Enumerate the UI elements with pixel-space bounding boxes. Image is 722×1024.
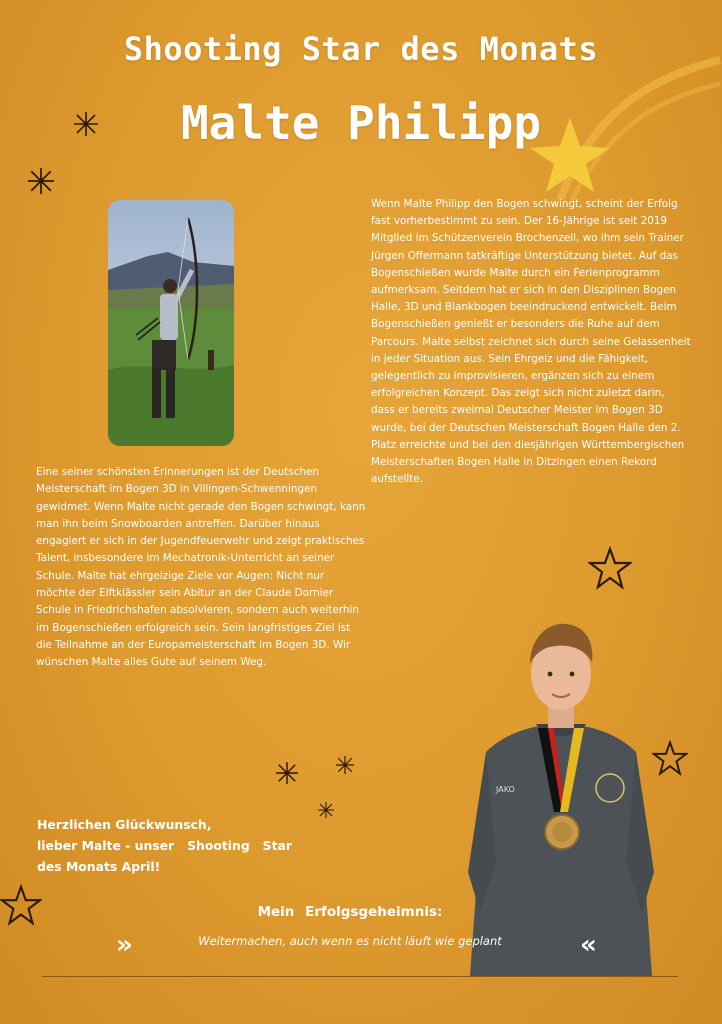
page-title: Shooting Star des Monats bbox=[123, 30, 599, 68]
congrats-line: Herzlichen Glückwunsch, bbox=[37, 817, 212, 832]
secret-quote: Weitermachen, auch wenn es nicht läuft wie geplant bbox=[198, 934, 502, 948]
congratulations bbox=[37, 814, 337, 877]
person-name: Malte Philipp bbox=[180, 96, 542, 150]
double-chevron-left-icon: « bbox=[580, 930, 597, 960]
secret-heading: Mein Erfolgsgeheimnis: bbox=[257, 904, 443, 920]
outline-star-icon bbox=[588, 546, 632, 590]
svg-text:JAKO: JAKO bbox=[496, 785, 515, 794]
sparkle-icon bbox=[276, 762, 298, 784]
outline-star-icon bbox=[0, 880, 42, 930]
sparkle-icon bbox=[336, 756, 354, 774]
article-text-right bbox=[371, 196, 691, 488]
congrats-line: des Monats April! bbox=[37, 859, 161, 874]
divider bbox=[42, 976, 678, 977]
sparkle-icon bbox=[28, 168, 54, 194]
article-text-left bbox=[36, 464, 366, 672]
paragraph: Wenn Malte Philipp den Bogen schwingt, scheint der Erfolg fast vorherbestimmt zu sein. Der 16-Jährige ist seit 2019 Mitglied im Schützenverein Brochenzell, wo ihm sein Trainer Jürgen Offermann tatkräftige Unterstützung bietet. Auf das Bogenschießen wurde Malte durch ein Ferienprogramm aufmerksam. Seitdem hat er sich in den Disziplinen Bogen Halle, 3D und Blankbogen beeindruckend entwickelt. Beim Bogenschießen genießt er besonders die Ruhe auf dem Parcours. Malte selbst zeichnet sich durch seine Gelassenheit in jeder Situation aus. Sein Ehrgeiz und die Fähigkeit, gelegentlich zu improvisieren, ergänzen sich zu einem erfolgreichen Konzept. Das zeigt sich nicht zuletzt darin, dass er bereits zweimal Deutscher Meister im Bogen 3D wurde, bei der Deutschen Meisterschaft Bogen Halle den 2. Platz erreichte und bei den diesjährigen Württembergischen Meisterschaften Bogen Halle in Ditzingen einen Rekord aufstellte. bbox=[371, 198, 691, 486]
double-chevron-right-icon: » bbox=[116, 930, 133, 960]
portrait-photo bbox=[466, 612, 656, 976]
outline-star-icon bbox=[652, 740, 688, 776]
paragraph: Eine seiner schönsten Erinnerungen ist der Deutschen Meisterschaft im Bogen 3D in Villingen-Schwenningen gewidmet. Wenn Malte nicht gerade den Bogen schwingt, kann man ihn beim Snowboarden antreffen. Darüber hinaus engagiert er sich in der Jugendfeuerwehr und zeigt praktisches Talent, insbesondere im Mechatronik-Unterricht an seiner Schule. Malte hat ehrgeizige Ziele vor Augen: Nicht nur möchte der Elftklässler sein Abitur an der Claude Dornier Schule in Friedrichshafen absolvieren, sondern auch weiterhin im Bogenschießen erfolgreich sein. Sein langfristiges Ziel ist die Teilnahme an der Europameisterschaft im Bogen 3D. Wir wünschen Malte alles Gute auf seinem Weg. bbox=[36, 466, 366, 669]
archer-photo bbox=[108, 200, 234, 446]
congrats-line: lieber Malte - unser Shooting Star bbox=[37, 838, 292, 853]
